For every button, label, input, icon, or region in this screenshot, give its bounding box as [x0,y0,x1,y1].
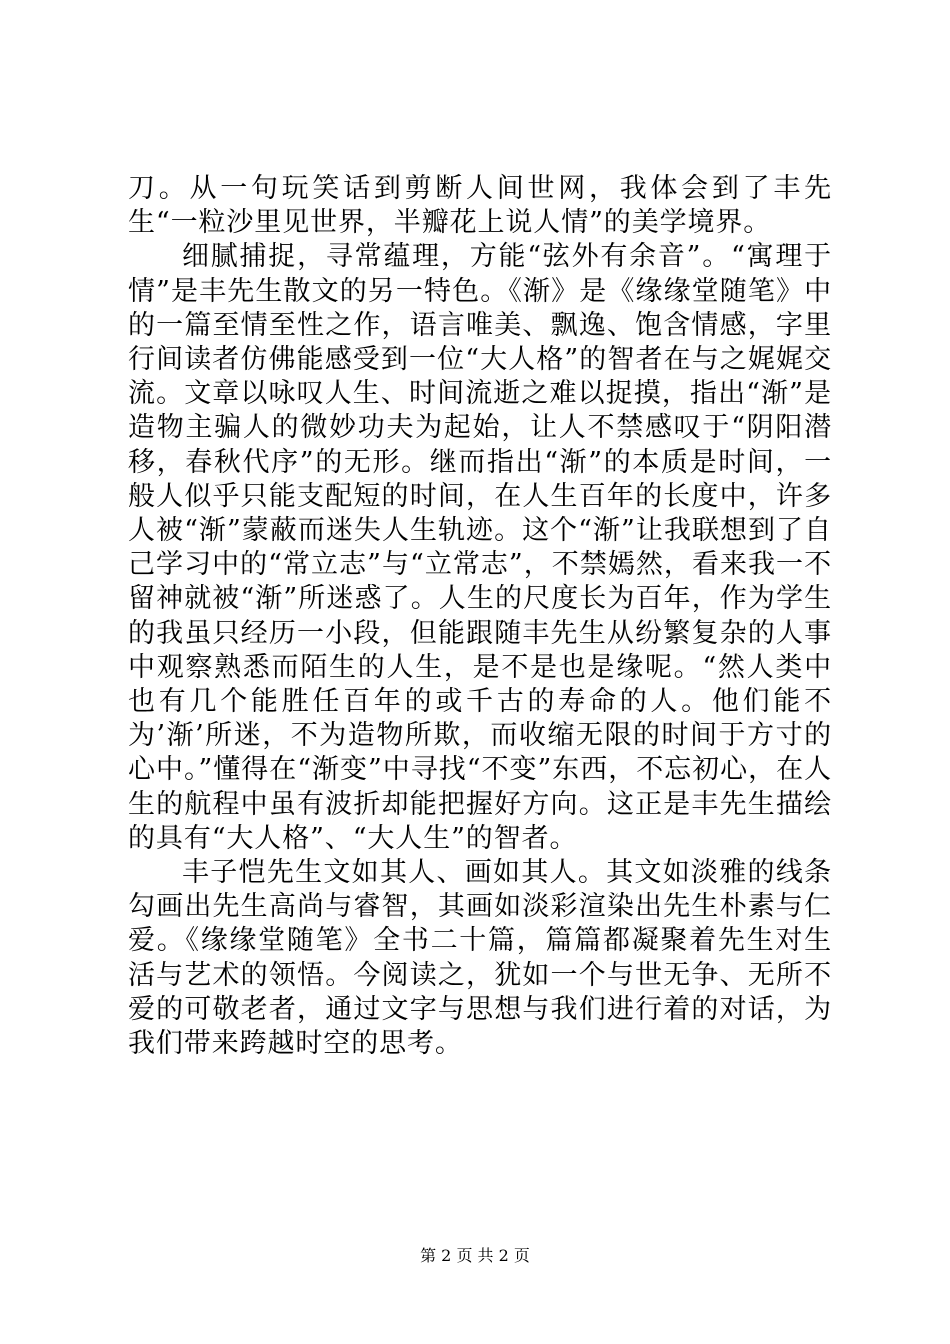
paragraph-conclusion: 丰子恺先生文如其人、画如其人。其文如淡雅的线条勾画出先生高尚与睿智，其画如淡彩渲染出先生朴素与仁爱。《缘缘堂随笔》全书二十篇，篇篇都凝聚着先生对生活与艺术的领悟。今阅读之，犹如一个与世无争、无所不爱的可敬老者，通过文字与思想与我们进行着的对话，为我们带来跨越时空的思考。 [128,857,832,1060]
page-number-footer: 第 2 页 共 2 页 [420,1246,530,1265]
paragraph-continuation: 刀。从一句玩笑话到剪断人间世网，我体会到了丰先生“一粒沙里见世界，半瓣花上说人情”的美学境界。 [128,173,832,239]
paragraph-essay-jian: 细腻捕捉，寻常蕴理，方能“弦外有余音”。“寓理于情”是丰先生散文的另一特色。《渐》是《缘缘堂随笔》中的一篇至情至性之作，语言唯美、飘逸、饱含情感，字里行间读者仿佛能感受到一位“大人格”的智者在与之娓娓交流。文章以咏叹人生、时间流逝之难以捉摸，指出“渐”是造物主骗人的微妙功夫为起始，让人不禁感叹于“阴阳潜移，春秋代序”的无形。继而指出“渐”的本质是时间，一般人似乎只能支配短的时间，在人生百年的长度中，许多人被“渐”蒙蔽而迷失人生轨迹。这个“渐”让我联想到了自己学习中的“常立志”与“立常志”，不禁嫣然，看来我一不留神就被“渐”所迷惑了。人生的尺度长为百年，作为学生的我虽只经历一小段，但能跟随丰先生从纷繁复杂的人事中观察熟悉而陌生的人生，是不是也是缘呢。“然人类中也有几个能胜任百年的或千古的寿命的人。他们能不为’渐’所迷，不为造物所欺，而收缩无限的时间于方寸的心中。”懂得在“渐变”中寻找“不变”东西，不忘初心，在人生的航程中虽有波折却能把握好方向。这正是丰先生描绘的具有“大人格”、“大人生”的智者。 [128,241,832,854]
document-body [128,172,832,1061]
